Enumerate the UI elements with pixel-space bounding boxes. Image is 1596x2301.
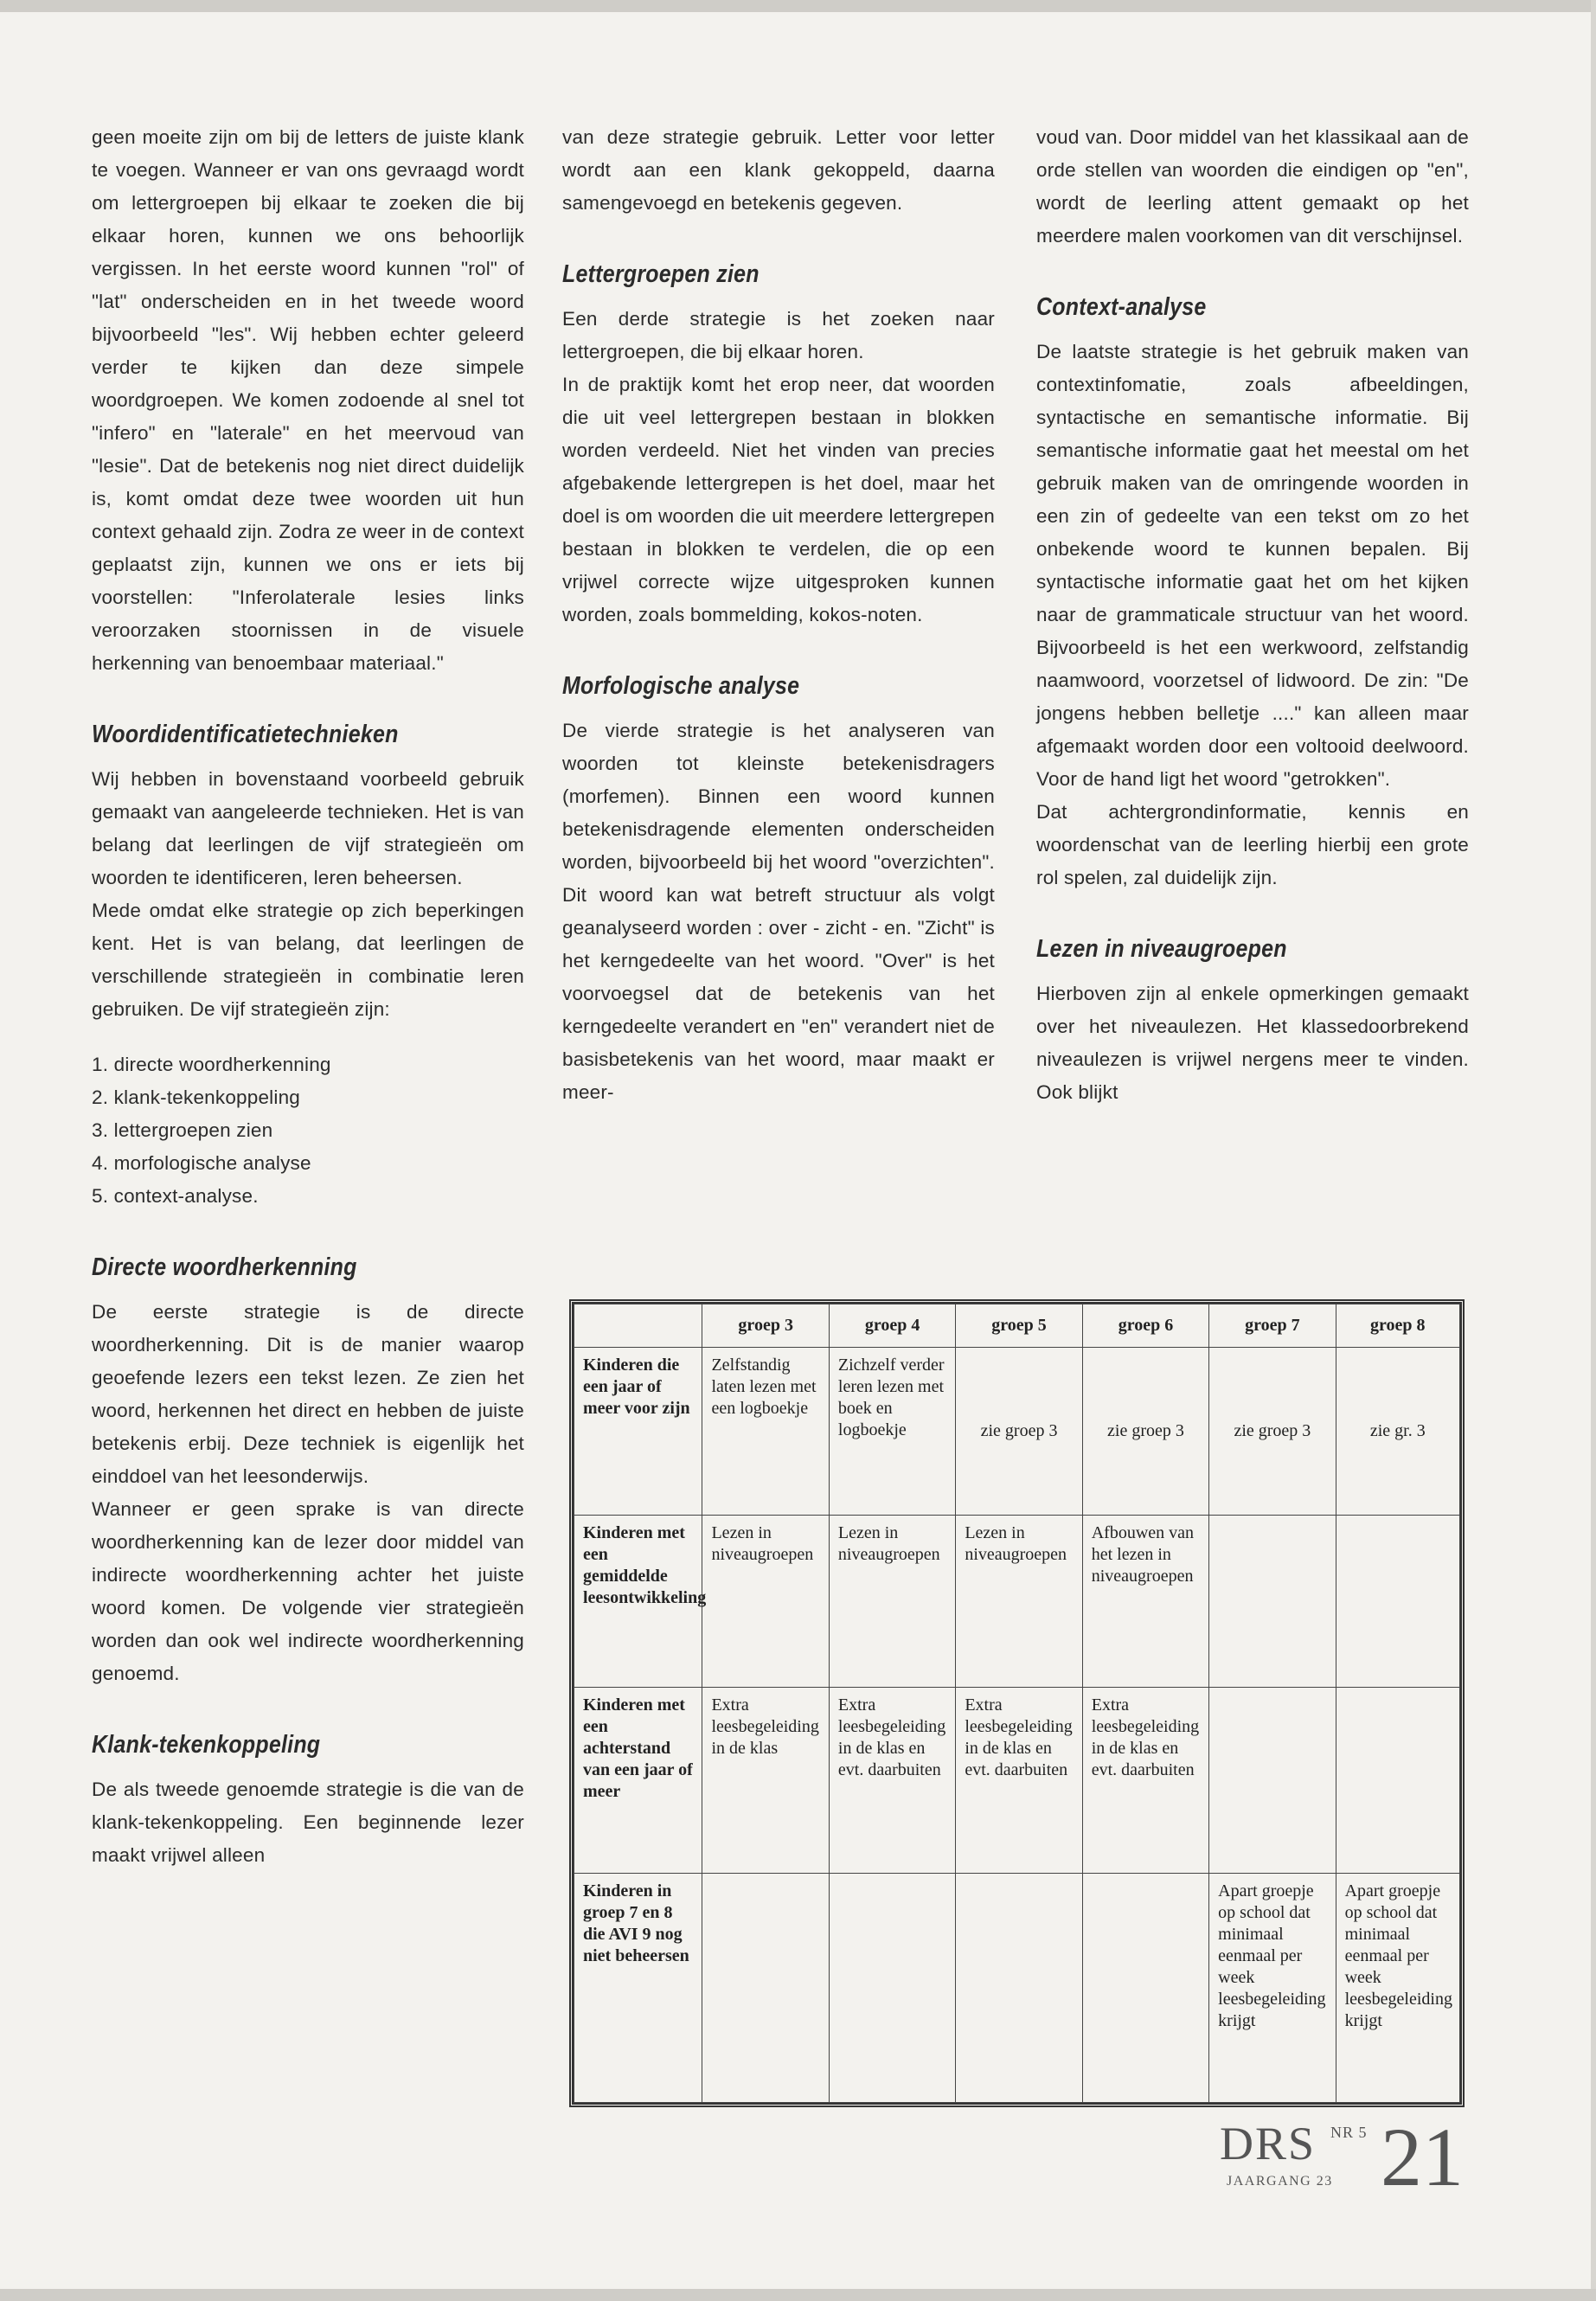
paragraph: geen moeite zijn om bij de letters de juiste klank te voegen. Wanneer er van ons gevraagd wordt om lettergroepen bij elkaar te zoeken die bij elkaar horen, kunnen we ons behoorlijk vergissen. In het eerste woord kunnen "rol" of "lat" onderscheiden en in het tweede woord bijvoorbeeld "les". Wij hebben echter geleerd verder te kijken dan deze simpele woordgroepen. We komen zodoende al snel tot "infero" en "laterale" en het meervoud van "lesie". Dat de betekenis nog niet direct duidelijk is, komt omdat deze twee woorden uit hun context gehaald zijn. Zodra ze weer in de context geplaatst zijn, kunnen we ons er iets bij voorstellen: "Inferolaterale lesies links veroorzaken stoornissen in de visuele herkenning van benoembaar materiaal." [92,126,524,674]
reading-groups-table-frame [569,1299,1465,2107]
paragraph: De vierde strategie is het analyseren van woorden tot kleinste betekenisdragers (morfemen). Binnen een woord kunnen betekenisdragende elementen onderscheiden worden, bijvoorbeeld bij het woord "overzichten". Dit woord kan wat betreft structuur als volgt geanalyseerd worden : over - zicht - en. "Zicht" is het kerngedeelte van het woord. "Over" is het voorvoegsel dat de betekenis van het kerngedeelte verandert en "en" verandert niet de basisbetekenis van het woord, maar maakt er meer- [562,720,995,1103]
paragraph: De laatste strategie is het gebruik maken van contextinfomatie, zoals afbeeldingen, syntactische en semantische informatie. Bij semantische informatie gaat het meestal om het gebruik maken van de omringende woorden in een zin of gedeelte van een tekst om zo het onbekende woord te kunnen bepalen. Bij syntactische informatie gaat het om het kijken naar de grammaticale structuur van het woord. Bijvoorbeeld is het een werkwoord, zelfstandig naamwoord, voorzetsel of lidwoord. De zin: "De jongens hebben belletje ...." kan alleen maar afgemaakt worden door een voltooid deelwoord. Voor de hand ligt het woord "getrokken". [1036,341,1469,790]
table-cell [829,1873,955,2102]
table-cell: Afbouwen van het lezen in niveaugroepen [1082,1516,1208,1688]
table-cell: zie groep 3 [1082,1348,1208,1516]
paragraph: Mede omdat elke strategie op zich beperkingen kent. Het is van belang, dat leerlingen de verschillende strategieën in combinatie leren gebruiken. De vijf strategieën zijn: [92,900,524,1020]
paragraph: Een derde strategie is het zoeken naar lettergroepen, die bij elkaar horen. [562,308,995,362]
column-2 [562,121,995,1109]
paragraph: Dat achtergrondinformatie, kennis en woordenschat van de leerling hierbij een grote rol spelen, zal duidelijk zijn. [1036,801,1469,888]
column-header: groep 6 [1082,1304,1208,1348]
table-cell: Lezen in niveaugroepen [956,1516,1082,1688]
table-header-row [574,1304,1460,1348]
list-item: 2. klank-tekenkoppeling [92,1086,301,1108]
table-cell: Apart groepje op school dat minimaal eenmaal per week leesbegeleiding krijgt [1336,1873,1459,2102]
list-item: 4. morfologische analyse [92,1152,311,1174]
issue-number: NR 5 [1330,2124,1368,2141]
table-cell: Extra leesbegeleiding in de klas en evt. daarbuiten [1082,1687,1208,1873]
column-3 [1036,121,1469,1109]
table-row [574,1348,1460,1516]
column-header: groep 5 [956,1304,1082,1348]
paragraph: In de praktijk komt het erop neer, dat woorden die uit veel lettergrepen bestaan in blokken worden verdeeld. Niet het vinden van precies afgebakende lettergrepen is het doel, maar het doel is om woorden die uit meerdere lettergrepen bestaan in blokken te verdelen, die op een vrijwel correcte wijze uitgesproken kunnen worden, zoals bommelding, kokos-noten. [562,374,995,625]
table-cell: Zelfstandig laten lezen met een logboekje [702,1348,829,1516]
table-cell [1209,1516,1336,1688]
column-1 [92,121,524,1872]
paragraph: Wij hebben in bovenstaand voorbeeld gebruik gemaakt van aangeleerde technieken. Het is van belang dat leerlingen de vijf strategieën om woorden te identificeren, leren beheersen. [92,768,524,888]
paragraph: De als tweede genoemde strategie is die van de klank-tekenkoppeling. Een beginnende lezer maakt vrijwel alleen [92,1779,524,1866]
row-header: Kinderen met een gemiddelde leesontwikkeling [574,1516,702,1688]
section-heading: Morfologische analyse [562,672,800,700]
row-header: Kinderen met een achterstand van een jaar of meer [574,1687,702,1873]
row-header: Kinderen die een jaar of meer voor zijn [574,1348,702,1516]
table-cell: Lezen in niveaugroepen [702,1516,829,1688]
row-header: Kinderen in groep 7 en 8 die AVI 9 nog niet beheersen [574,1873,702,2102]
paragraph: De eerste strategie is de directe woordherkenning. Dit is de manier waarop geoefende lezers een tekst lezen. Ze zien het woord, herkennen het direct en hebben de juiste betekenis erbij. Deze techniek is eigenlijk het einddoel van het leesonderwijs. [92,1301,524,1487]
table-cell: Extra leesbegeleiding in de klas en evt. daarbuiten [829,1687,955,1873]
column-header: groep 7 [1209,1304,1336,1348]
table-cell: Lezen in niveaugroepen [829,1516,955,1688]
table-cell [702,1873,829,2102]
paragraph: Wanneer er geen sprake is van directe woordherkenning kan de lezer door middel van indirecte woordherkenning achter het juiste woord komen. De volgende vier strategieën worden dan ook wel indirecte woordherkenning genoemd. [92,1498,524,1684]
table-cell [1082,1873,1208,2102]
table-corner-cell [574,1304,702,1348]
page-number: 21 [1381,2111,1464,2203]
table-cell [1209,1687,1336,1873]
volume-label: JAARGANG 23 [1227,2174,1333,2189]
section-heading: Lezen in niveaugroepen [1036,935,1287,963]
list-item: 3. lettergroepen zien [92,1119,273,1141]
table-cell: zie gr. 3 [1336,1348,1459,1516]
table-row [574,1687,1460,1873]
page-footer [1220,2111,1479,2219]
table-row [574,1516,1460,1688]
scan-edge-bottom [0,2289,1596,2301]
table-row [574,1873,1460,2102]
list-item: 5. context-analyse. [92,1185,259,1207]
list-item: 1. directe woordherkenning [92,1054,331,1075]
table-cell: Extra leesbegeleiding in de klas [702,1687,829,1873]
section-heading: Directe woordherkenning [92,1253,357,1281]
column-header: groep 4 [829,1304,955,1348]
section-heading: Woordidentificatietechnieken [92,721,399,748]
table-cell [1336,1516,1459,1688]
paragraph: van deze strategie gebruik. Letter voor letter wordt aan een klank gekoppeld, daarna samengevoegd en betekenis gegeven. [562,126,995,214]
section-heading: Klank-tekenkoppeling [92,1731,321,1759]
table-cell [956,1873,1082,2102]
strategy-list [92,1048,524,1213]
paragraph: Hierboven zijn al enkele opmerkingen gemaakt over het niveaulezen. Het klassedoorbrekend niveaulezen is vrijwel nergens meer te vinden. Ook blijkt [1036,983,1469,1103]
scan-edge-right [1591,0,1596,2301]
scan-edge-top [0,0,1596,12]
table-cell: zie groep 3 [956,1348,1082,1516]
table-cell: Apart groepje op school dat minimaal eenmaal per week leesbegeleiding krijgt [1209,1873,1336,2102]
section-heading: Lettergroepen zien [562,260,760,288]
table-cell: zie groep 3 [1209,1348,1336,1516]
reading-groups-table [574,1304,1460,2103]
column-header: groep 8 [1336,1304,1459,1348]
column-header: groep 3 [702,1304,829,1348]
section-heading: Context-analyse [1036,293,1207,321]
paragraph: voud van. Door middel van het klassikaal aan de orde stellen van woorden die eindigen op "en", wordt de leerling attent gemaakt op het meerdere malen voorkomen van dit verschijnsel. [1036,126,1469,247]
table-cell: Zichzelf verder leren lezen met boek en logboekje [829,1348,955,1516]
table-cell [1336,1687,1459,1873]
table-cell: Extra leesbegeleiding in de klas en evt. daarbuiten [956,1687,1082,1873]
magazine-name: DRS [1220,2118,1317,2170]
